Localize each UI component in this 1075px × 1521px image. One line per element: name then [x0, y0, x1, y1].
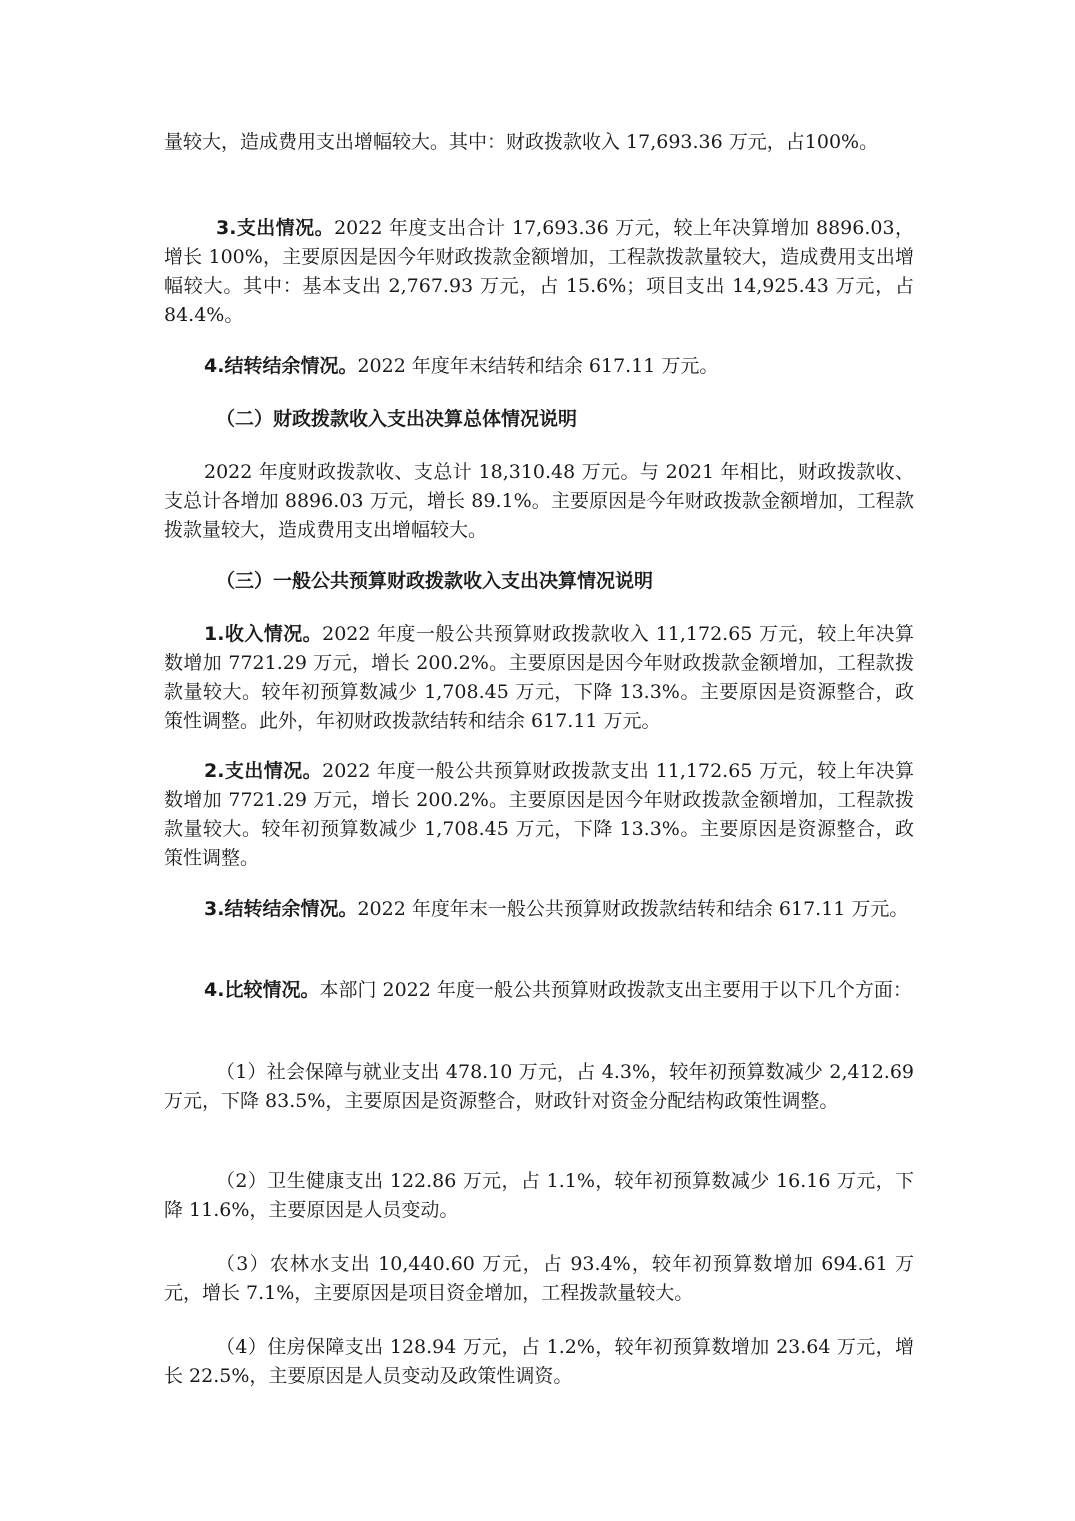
paragraph-text: 量较大，造成费用支出增幅较大。其中：财政拨款收入 17,693.36 万元，占100%。	[164, 131, 879, 153]
paragraph-text: 2022 年度年末结转和结余 617.11 万元。	[357, 355, 719, 377]
paragraph-fiscal-overview	[164, 458, 914, 545]
paragraph-text: （1）社会保障与就业支出 478.10 万元，占 4.3%，较年初预算数减少 2,412.69 万元，下降 83.5%，主要原因是资源整合，财政针对资金分配结构政策性调整。	[164, 1061, 914, 1112]
paragraph-carryover	[164, 352, 914, 381]
paragraph-expenditure	[164, 214, 914, 330]
paragraph-lead: 4.比较情况。	[204, 979, 320, 1001]
paragraph-text: 2022 年度年末一般公共预算财政拨款结转和结余 617.11 万元。	[357, 898, 909, 920]
list-item-health	[164, 1167, 914, 1225]
paragraph-text: 2022 年度一般公共预算财政拨款收入 11,172.65 万元，较上年决算数增加 7721.29 万元，增长 200.2%。主要原因是因今年财政拨款金额增加，工程款拨款量较大。较年初预算数减少 1,708.45 万元，下降 13.3%。主要原因是资源整合，政策性调整。此外，年初财政拨款结转和结余 617.11 万元。	[164, 623, 914, 732]
paragraph-lead: 4.结转结余情况。	[204, 355, 358, 377]
paragraph-text: 2022 年度支出合计 17,693.36 万元，较上年决算增加 8896.03，增长 100%，主要原因是因今年财政拨款金额增加，工程款拨款量较大，造成费用支出增幅较大。其中：基本支出 2,767.93 万元，占 15.6%；项目支出 14,925.43 万元，占 84.4%。	[164, 217, 914, 326]
heading-text: （三）一般公共预算财政拨款收入支出决算情况说明	[216, 570, 654, 592]
paragraph-comparison	[164, 976, 914, 1005]
heading-text: （二）财政拨款收入支出决算总体情况说明	[216, 408, 578, 430]
paragraph-lead: 3.支出情况。	[216, 217, 335, 239]
paragraph-lead: 2.支出情况。	[204, 760, 323, 782]
paragraph-general-expenditure	[164, 757, 914, 873]
paragraph-general-income	[164, 620, 914, 736]
paragraph-lead: 1.收入情况。	[204, 623, 323, 645]
paragraph-text: 本部门 2022 年度一般公共预算财政拨款支出主要用于以下几个方面：	[319, 979, 912, 1001]
section-heading-2	[164, 405, 914, 434]
paragraph-text: （3）农林水支出 10,440.60 万元，占 93.4%，较年初预算数增加 694.61 万元，增长 7.1%，主要原因是项目资金增加，工程拨款量较大。	[164, 1253, 914, 1304]
paragraph-income-continued	[164, 128, 914, 157]
paragraph-lead: 3.结转结余情况。	[204, 898, 358, 920]
paragraph-text: 2022 年度一般公共预算财政拨款支出 11,172.65 万元，较上年决算数增加 7721.29 万元，增长 200.2%。主要原因是因今年财政拨款金额增加，工程款拨款量较大。较年初预算数减少 1,708.45 万元，下降 13.3%。主要原因是资源整合，政策性调整。	[164, 760, 914, 869]
paragraph-text: 2022 年度财政拨款收、支总计 18,310.48 万元。与 2021 年相比，财政拨款收、支总计各增加 8896.03 万元，增长 89.1%。主要原因是今年财政拨款金额增加，工程款拨款量较大，造成费用支出增幅较大。	[164, 461, 914, 541]
list-item-social-security	[164, 1058, 914, 1116]
paragraph-text: （4）住房保障支出 128.94 万元，占 1.2%，较年初预算数增加 23.64 万元，增长 22.5%，主要原因是人员变动及政策性调资。	[164, 1336, 914, 1387]
section-heading-3	[164, 567, 914, 596]
list-item-agriculture	[164, 1250, 914, 1308]
paragraph-general-carryover	[164, 895, 914, 924]
list-item-housing	[164, 1333, 914, 1391]
paragraph-text: （2）卫生健康支出 122.86 万元，占 1.1%，较年初预算数减少 16.16 万元，下降 11.6%，主要原因是人员变动。	[164, 1170, 914, 1221]
